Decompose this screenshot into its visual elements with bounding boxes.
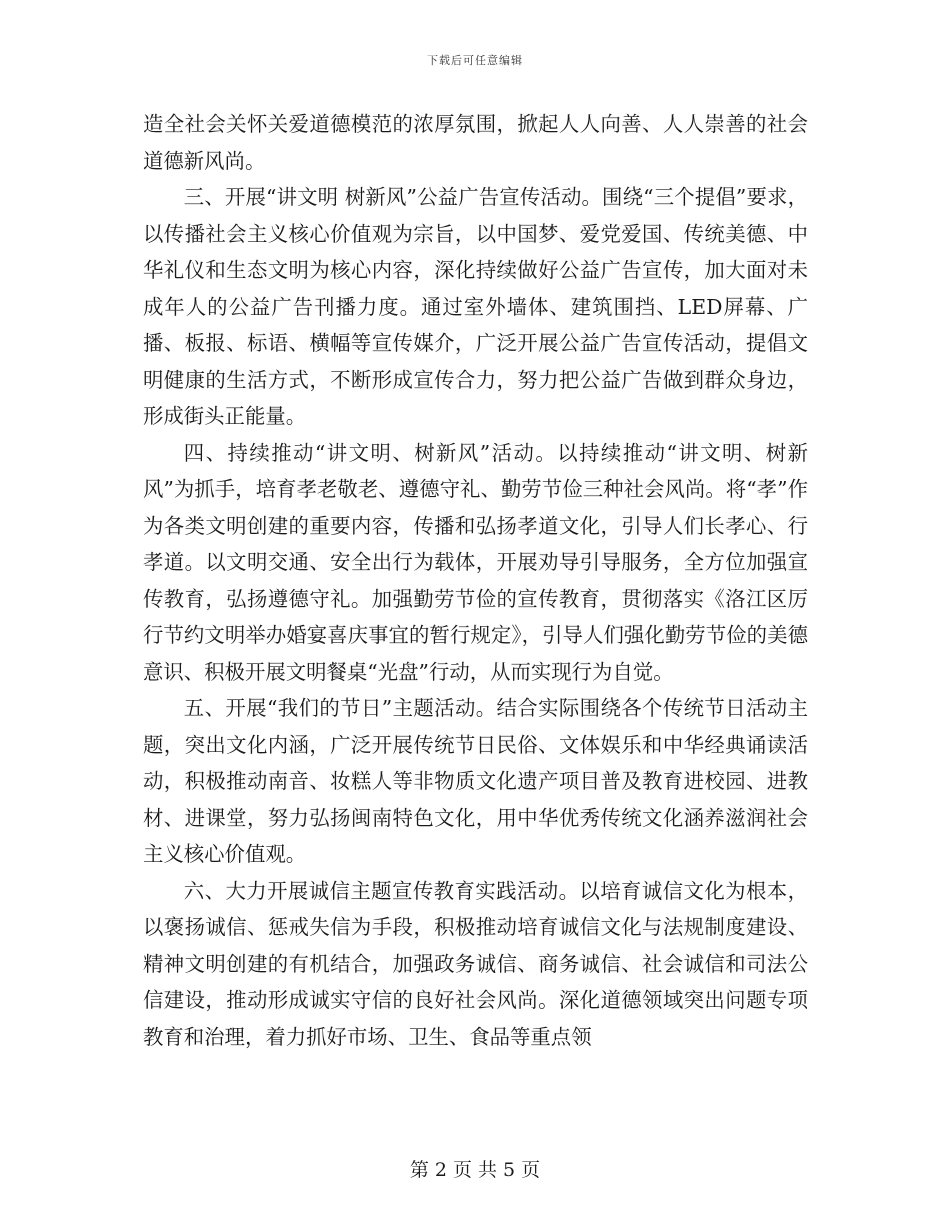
document-body <box>143 106 808 1055</box>
paragraph-section-3: 三、开展“讲文明 树新风”公益广告宣传活动。围绕“三个提倡”要求，以传播社会主义核心价值观为宗旨，以中国梦、爱党爱国、传统美德、中华礼仪和生态文明为核心内容，深化持续做好公益广告宣传，加大面对未成年人的公益广告刊播力度。通过室外墙体、建筑围挡、LED屏幕、广播、板报、标语、横幅等宣传媒介，广泛开展公益广告宣传活动，提倡文明健康的生活方式，不断形成宣传合力，努力把公益广告做到群众身边，形成街头正能量。 <box>143 185 808 428</box>
paragraph-section-5: 五、开展“我们的节日”主题活动。结合实际围绕各个传统节日活动主题，突出文化内涵，广泛开展传统节日民俗、文体娱乐和中华经典诵读活动，积极推动南音、妆糕人等非物质文化遗产项目普及教育进校园、进教材、进课堂，努力弘扬闽南特色文化，用中华优秀传统文化涵养滋润社会主义核心价值观。 <box>143 696 808 866</box>
paragraph-section-4: 四、持续推动“讲文明、树新风”活动。以持续推动“讲文明、树新风”为抓手，培育孝老敬老、遵德守礼、勤劳节俭三种社会风尚。将“孝”作为各类文明创建的重要内容，传播和弘扬孝道文化，引导人们长孝心、行孝道。以文明交通、安全出行为载体，开展劝导引导服务，全方位加强宣传教育，弘扬遵德守礼。加强勤劳节俭的宣传教育，贯彻落实《洛江区厉行节约文明举办婚宴喜庆事宜的暂行规定》，引导人们强化勤劳节俭的美德意识、积极开展文明餐桌“光盘”行动，从而实现行为自觉。 <box>143 440 808 684</box>
page-number-footer: 第 2 页 共 5 页 <box>409 1159 541 1181</box>
page-header: 下载后可任意编辑 <box>427 54 523 67</box>
paragraph-section-6: 六、大力开展诚信主题宣传教育实践活动。以培育诚信文化为根本，以褒扬诚信、惩戒失信为手段，积极推动培育诚信文化与法规制度建设、精神文明创建的有机结合，加强政务诚信、商务诚信、社会诚信和司法公信建设，推动形成诚实守信的良好社会风尚。深化道德领域突出问题专项教育和治理，着力抓好市场、卫生、食品等重点领 <box>143 878 808 1049</box>
paragraph-continuation: 造全社会关怀关爱道德模范的浓厚氛围，掀起人人向善、人人崇善的社会道德新风尚。 <box>143 112 808 173</box>
